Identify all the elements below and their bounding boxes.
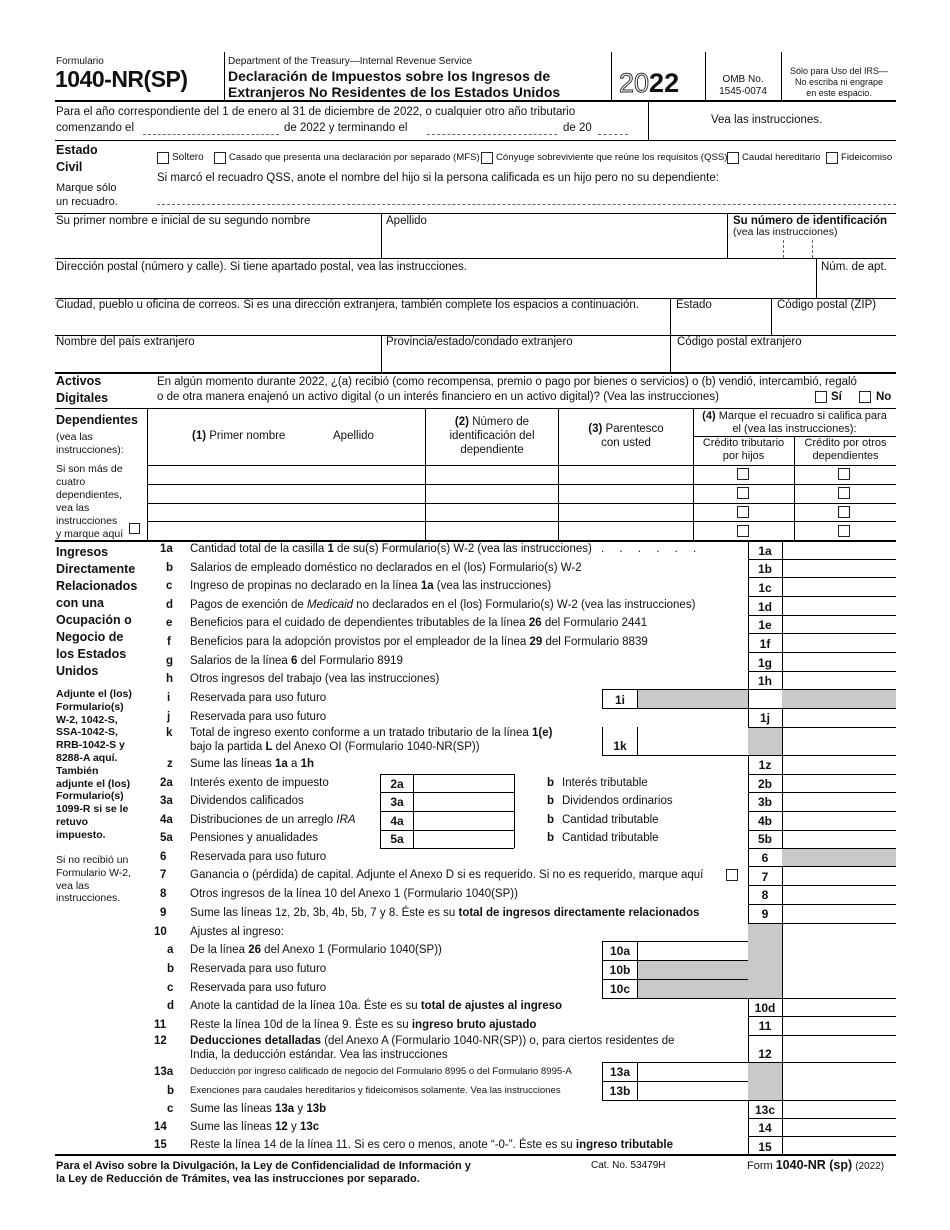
line-num-1z: z xyxy=(167,758,173,770)
first-name-label: Su primer nombre e inicial de su segundo nombre xyxy=(56,215,311,227)
apt-label: Núm. de apt. xyxy=(821,261,887,273)
dep-col1b-header: Apellido xyxy=(333,430,374,442)
box-10d: 10d xyxy=(754,1001,776,1015)
dep-col4a-header-2: por hijos xyxy=(722,450,765,462)
line-13b-label: Exenciones para caudales hereditarios y fideicomisos solamente. Vea las instrucciones xyxy=(190,1085,561,1096)
line-1k-label-2: bajo la partida L del Anexo OI (Formulario 1040-NR(SP)) xyxy=(190,741,480,753)
line-num-2a: 2a xyxy=(160,777,173,789)
digital-question-1: En algún momento durante 2022, ¿(a) recibió (como recompensa, premio o pago por bienes o servicios) o (b) vendió, intercambió, regaló xyxy=(157,376,857,388)
department-label: Department of the Treasury—Internal Revenue Service xyxy=(228,56,473,67)
line-num-1a: 1a xyxy=(160,543,173,555)
box-1h: 1h xyxy=(757,674,772,688)
line-1f-label: Beneficios para la adopción provistos por el empleador de la línea 29 del Formulario 8839 xyxy=(190,636,648,648)
line-12-label-2: India, la deducción estándar. Vea las instrucciones xyxy=(190,1049,448,1061)
line-1c-label: Ingreso de propinas no declarado en la línea 1a (vea las instrucciones) xyxy=(190,580,552,592)
line-5a-label: Pensiones y anualidades xyxy=(190,832,318,844)
box-1d: 1d xyxy=(757,600,772,614)
line-num-8: 8 xyxy=(160,888,167,900)
line-6-label: Reservada para uso futuro xyxy=(190,851,327,863)
line-num-5a: 5a xyxy=(160,832,173,844)
catalog-number: Cat. No. 53479H xyxy=(591,1160,666,1171)
line-num-4a: 4a xyxy=(160,814,173,826)
dep3-other-credit-checkbox[interactable] xyxy=(838,506,850,518)
dep-col3-header-2: con usted xyxy=(601,437,651,449)
state-label: Estado xyxy=(676,299,712,311)
line-1d-label: Pagos de exención de Medicaid no declarados en el (los) Formulario(s) W-2 (vea las instrucciones) xyxy=(190,599,696,611)
digital-title-1: Activos xyxy=(56,374,102,388)
line-7-checkbox[interactable] xyxy=(726,869,738,881)
irs-use-line-1: Sólo para Uso del IRS— xyxy=(789,66,889,76)
box-6: 6 xyxy=(761,851,769,865)
tax-year-line: Para el año correspondiente del 1 de enero al 31 de diciembre de 2022, o cualquier otro año tributario xyxy=(56,106,576,118)
box-2b: 2b xyxy=(757,777,772,791)
no-w2-note: Si no recibió un Formulario W-2, vea las instrucciones. xyxy=(56,854,132,905)
line-13c-label: Sume las líneas 13a y 13b xyxy=(190,1103,327,1115)
de2022-label: de 2022 y terminando el xyxy=(284,122,408,134)
id-number-label: Su número de identificación xyxy=(733,215,887,227)
line-4a-label: Distribuciones de un arreglo IRA xyxy=(190,814,356,826)
digital-title-2: Digitales xyxy=(56,391,109,405)
line-num-15: 15 xyxy=(154,1139,167,1151)
estado-title-1: Estado xyxy=(56,143,98,157)
line-num-1h: h xyxy=(166,673,174,685)
line-1e-label: Beneficios para el cuidado de dependientes tributables de la línea 26 del Formulario 2441 xyxy=(190,617,648,629)
box-13b: 13b xyxy=(609,1084,631,1098)
line-1j-label: Reservada para uso futuro xyxy=(190,711,327,723)
line-9-label: Sume las líneas 1z, 2b, 3b, 4b, 5b, 7 y 8. Éste es su total de ingresos directamente relacionados xyxy=(190,907,700,919)
line-num-3b: b xyxy=(547,795,555,807)
box-3b: 3b xyxy=(757,795,772,809)
line-13a-label: Deducción por ingreso calificado de negocio del Formulario 8995 o del Formulario 8995-A xyxy=(190,1066,572,1077)
line-3b-label: Dividendos ordinarios xyxy=(562,795,673,807)
dep-col3-header-1: (3) Parentesco xyxy=(588,423,664,435)
box-10a: 10a xyxy=(609,944,631,958)
box-13a: 13a xyxy=(609,1065,631,1079)
title-line-1: Declaración de Impuestos sobre los Ingresos de xyxy=(228,68,551,84)
country-label: Nombre del país extranjero xyxy=(56,336,195,348)
dep-col4b-header-1: Crédito por otros xyxy=(804,437,887,449)
dep-col2-header-1: (2) Número de xyxy=(454,416,530,428)
qss-note: Si marcó el recuadro QSS, anote el nombre del hijo si la persona calificada es un hijo pero no su dependiente: xyxy=(157,172,719,184)
soltero-label: Soltero xyxy=(172,152,204,163)
line-num-1c: c xyxy=(166,580,173,592)
line-num-1f: f xyxy=(167,636,171,648)
line-num-1k: k xyxy=(166,727,173,739)
omb-label: OMB No. xyxy=(722,74,764,85)
fideicomiso-label: Fideicomiso xyxy=(841,152,893,163)
dep1-other-credit-checkbox[interactable] xyxy=(838,468,850,480)
line-num-13a: 13a xyxy=(154,1066,174,1078)
line-num-13c: c xyxy=(167,1103,174,1115)
title-line-2: Extranjeros No Residentes de los Estados Unidos xyxy=(228,84,561,100)
income-section-title: Ingresos Directamente Relacionados con una Ocupación o Negocio de los Estados Unidos xyxy=(56,545,138,678)
line-num-13b: b xyxy=(167,1085,175,1097)
line-10b-label: Reservada para uso futuro xyxy=(190,963,327,975)
digital-yes-label: Sí xyxy=(831,391,842,403)
dep-col2-header-2: identificación del xyxy=(449,430,535,442)
dep-col4-header-2: el (vea las instrucciones): xyxy=(732,423,857,435)
dep4-other-credit-checkbox[interactable] xyxy=(838,525,850,537)
line-num-9: 9 xyxy=(160,907,167,919)
digital-yes-checkbox[interactable] xyxy=(815,391,827,403)
caudal-label: Caudal hereditario xyxy=(742,152,821,163)
line-4b-label: Cantidad tributable xyxy=(562,814,659,826)
box-9: 9 xyxy=(761,907,769,921)
postal-label: Código postal extranjero xyxy=(677,336,802,348)
digital-no-checkbox[interactable] xyxy=(859,391,871,403)
dependents-title: Dependientes xyxy=(56,413,138,427)
box-5a: 5a xyxy=(390,832,404,846)
line-14-label: Sume las líneas 12 y 13c xyxy=(190,1121,320,1133)
begin-date-field[interactable] xyxy=(143,134,279,135)
line-1g-label: Salarios de la línea 6 del Formulario 8919 xyxy=(190,655,403,667)
box-12: 12 xyxy=(758,1047,772,1061)
province-label: Provincia/estado/condado extranjero xyxy=(386,336,573,348)
estado-note-1: Marque sólo xyxy=(56,182,117,194)
line-num-5b: b xyxy=(547,832,555,844)
last-name-label: Apellido xyxy=(386,215,427,227)
line-num-10a: a xyxy=(167,944,174,956)
omb-number: 1545-0074 xyxy=(719,86,767,97)
qss-checkbox[interactable] xyxy=(481,152,493,164)
box-14: 14 xyxy=(758,1121,772,1135)
mfs-label: Casado que presenta una declaración por separado (MFS) xyxy=(229,152,480,163)
box-1g: 1g xyxy=(757,656,772,670)
box-8: 8 xyxy=(761,888,769,902)
line-num-10: 10 xyxy=(154,926,167,938)
de20-label: de 20 xyxy=(563,122,592,134)
line-1z-label: Sume las líneas 1a a 1h xyxy=(190,758,315,770)
dep3-child-credit-checkbox[interactable] xyxy=(737,506,749,518)
more-dependents-checkbox[interactable] xyxy=(129,523,140,534)
box-5b: 5b xyxy=(757,832,772,846)
end-year-field[interactable] xyxy=(598,134,628,135)
formulario-label: Formulario xyxy=(56,56,104,67)
tax-year: 2022 xyxy=(619,68,680,98)
box-1j: 1j xyxy=(759,711,770,725)
line-num-2b: b xyxy=(547,777,555,789)
mfs-checkbox[interactable] xyxy=(214,152,226,164)
dep4-child-credit-checkbox[interactable] xyxy=(737,525,749,537)
line-11-label: Reste la línea 10d de la línea 9. Éste es su ingreso bruto ajustado xyxy=(190,1019,537,1031)
line-num-7: 7 xyxy=(160,869,167,881)
line-2b-label: Interés tributable xyxy=(562,777,648,789)
box-10c: 10c xyxy=(609,982,631,996)
line-8-label: Otros ingresos de la línea 10 del Anexo 1 (Formulario 1040(SP)) xyxy=(190,888,518,900)
line-num-10b: b xyxy=(167,963,175,975)
estado-title-2: Civil xyxy=(56,160,83,174)
qss-label: Cónyuge sobreviviente que reúne los requisitos (QSS) xyxy=(496,152,728,163)
line-num-14: 14 xyxy=(154,1121,167,1133)
line-1i-label: Reservada para uso futuro xyxy=(190,692,327,704)
box-1e: 1e xyxy=(758,618,772,632)
box-1c: 1c xyxy=(758,581,772,595)
line-num-12: 12 xyxy=(154,1035,167,1047)
fideicomiso-checkbox[interactable] xyxy=(826,152,838,164)
line-num-10c: c xyxy=(167,982,174,994)
line-num-1g: g xyxy=(166,655,174,667)
line-num-3a: 3a xyxy=(160,795,173,807)
line-1a-label: Cantidad total de la casilla 1 de su(s) Formulario(s) W-2 (vea las instrucciones) . . . . . . xyxy=(190,543,703,555)
box-2a: 2a xyxy=(390,777,404,791)
line-15-label: Reste la línea 14 de la línea 11. Si es cero o menos, anote “-0-”. Éste es su ingreso tributable xyxy=(190,1139,674,1151)
line-5b-label: Cantidad tributable xyxy=(562,832,659,844)
line-num-1j: j xyxy=(167,711,171,723)
digital-question-2: o de otra manera enajenó un activo digital (o un interés financiero en un activo digital)? (Vea las instrucciones) xyxy=(157,391,719,403)
dep-col2-header-3: dependiente xyxy=(460,444,524,456)
line-num-6: 6 xyxy=(160,851,167,863)
form-footer-id: Form 1040-NR (sp) (2022) xyxy=(747,1158,885,1172)
digital-no-label: No xyxy=(876,391,892,403)
line-7-label: Ganancia o (pérdida) de capital. Adjunte el Anexo D si es requerido. Si no es requerido, marque aquí xyxy=(190,869,704,881)
box-7: 7 xyxy=(761,870,769,884)
line-10-label: Ajustes al ingreso: xyxy=(190,926,284,938)
box-1z: 1z xyxy=(758,758,772,772)
dep-col1-header: (1) Primer nombre xyxy=(192,430,286,442)
comenzando-label: comenzando el xyxy=(56,122,134,134)
dep1-child-credit-checkbox[interactable] xyxy=(737,468,749,480)
box-4a: 4a xyxy=(390,814,404,828)
line-num-1d: d xyxy=(166,599,174,611)
box-11: 11 xyxy=(758,1019,772,1033)
line-num-1b: b xyxy=(166,562,174,574)
irs-use-line-3: en este espacio. xyxy=(806,88,872,98)
line-12-label: Deducciones detalladas (del Anexo A (Formulario 1040-NR(SP)) o, para ciertos residentes de xyxy=(190,1035,675,1047)
line-num-10d: d xyxy=(167,1000,175,1012)
id-number-sub: (vea las instrucciones) xyxy=(733,226,838,238)
line-1b-label: Salarios de empleado doméstico no declarados en el (los) Formulario(s) W-2 xyxy=(190,562,582,574)
box-4b: 4b xyxy=(757,814,772,828)
privacy-notice-1: Para el Aviso sobre la Divulgación, la Ley de Confidencialidad de Información y xyxy=(56,1160,471,1172)
dep-col4b-header-2: dependientes xyxy=(812,450,879,462)
box-1a: 1a xyxy=(758,544,772,558)
dep2-other-credit-checkbox[interactable] xyxy=(838,487,850,499)
line-1h-label: Otros ingresos del trabajo (vea las instrucciones) xyxy=(190,673,440,685)
estado-note-2: un recuadro. xyxy=(56,196,118,208)
city-label: Ciudad, pueblo u oficina de correos. Si es una dirección extranjera, también complete los espacios a continuación. xyxy=(56,299,640,311)
line-num-1i: i xyxy=(167,692,171,704)
see-instructions: Vea las instrucciones. xyxy=(711,114,823,126)
address-label: Dirección postal (número y calle). Si tiene apartado postal, vea las instrucciones. xyxy=(56,261,468,273)
privacy-notice-2: la Ley de Reducción de Trámites, vea las instrucciones por separado. xyxy=(56,1173,420,1185)
end-date-field[interactable] xyxy=(427,134,557,135)
line-10c-label: Reservada para uso futuro xyxy=(190,982,327,994)
line-num-4b: b xyxy=(547,814,555,826)
form-number: 1040-NR(SP) xyxy=(55,66,188,92)
box-15: 15 xyxy=(758,1140,772,1154)
box-13c: 13c xyxy=(754,1103,776,1117)
line-2a-label: Interés exento de impuesto xyxy=(190,777,329,789)
box-3a: 3a xyxy=(390,795,404,809)
box-1i: 1i xyxy=(614,693,625,707)
attach-forms-note: Adjunte el (los) Formulario(s) W-2, 1042-S, SSA-1042-S, RRB-1042-S y 8288-A aquí. También adjunte el (los) Formulario(s) 1099-R si se le retuvo impuesto. xyxy=(56,688,132,841)
qss-child-name-field[interactable] xyxy=(157,204,896,205)
box-1b: 1b xyxy=(757,562,772,576)
soltero-checkbox[interactable] xyxy=(157,152,169,164)
line-num-1e: e xyxy=(166,617,173,629)
dep-col4-header-1: (4) Marque el recuadro si califica para xyxy=(702,410,887,422)
dep-col4a-header-1: Crédito tributario xyxy=(702,437,785,449)
line-10d-label: Anote la cantidad de la línea 10a. Éste es su total de ajustes al ingreso xyxy=(190,1000,563,1012)
line-10a-label: De la línea 26 del Anexo 1 (Formulario 1040(SP)) xyxy=(190,944,442,956)
line-num-11: 11 xyxy=(154,1019,167,1031)
irs-use-line-2: No escriba ni engrape xyxy=(794,77,884,87)
box-10b: 10b xyxy=(609,963,631,977)
box-1f: 1f xyxy=(759,637,771,651)
zip-label: Código postal (ZIP) xyxy=(777,299,877,311)
line-1k-label: Total de ingreso exento conforme a un tratado tributario de la línea 1(e) xyxy=(190,727,553,739)
box-1k: 1k xyxy=(613,739,627,753)
dep2-child-credit-checkbox[interactable] xyxy=(737,487,749,499)
caudal-checkbox[interactable] xyxy=(727,152,739,164)
dependents-note: (vea las instrucciones): Si son más de cuatro dependientes, vea las instrucciones y marque aquí xyxy=(56,431,124,540)
line-3a-label: Dividendos calificados xyxy=(190,795,304,807)
